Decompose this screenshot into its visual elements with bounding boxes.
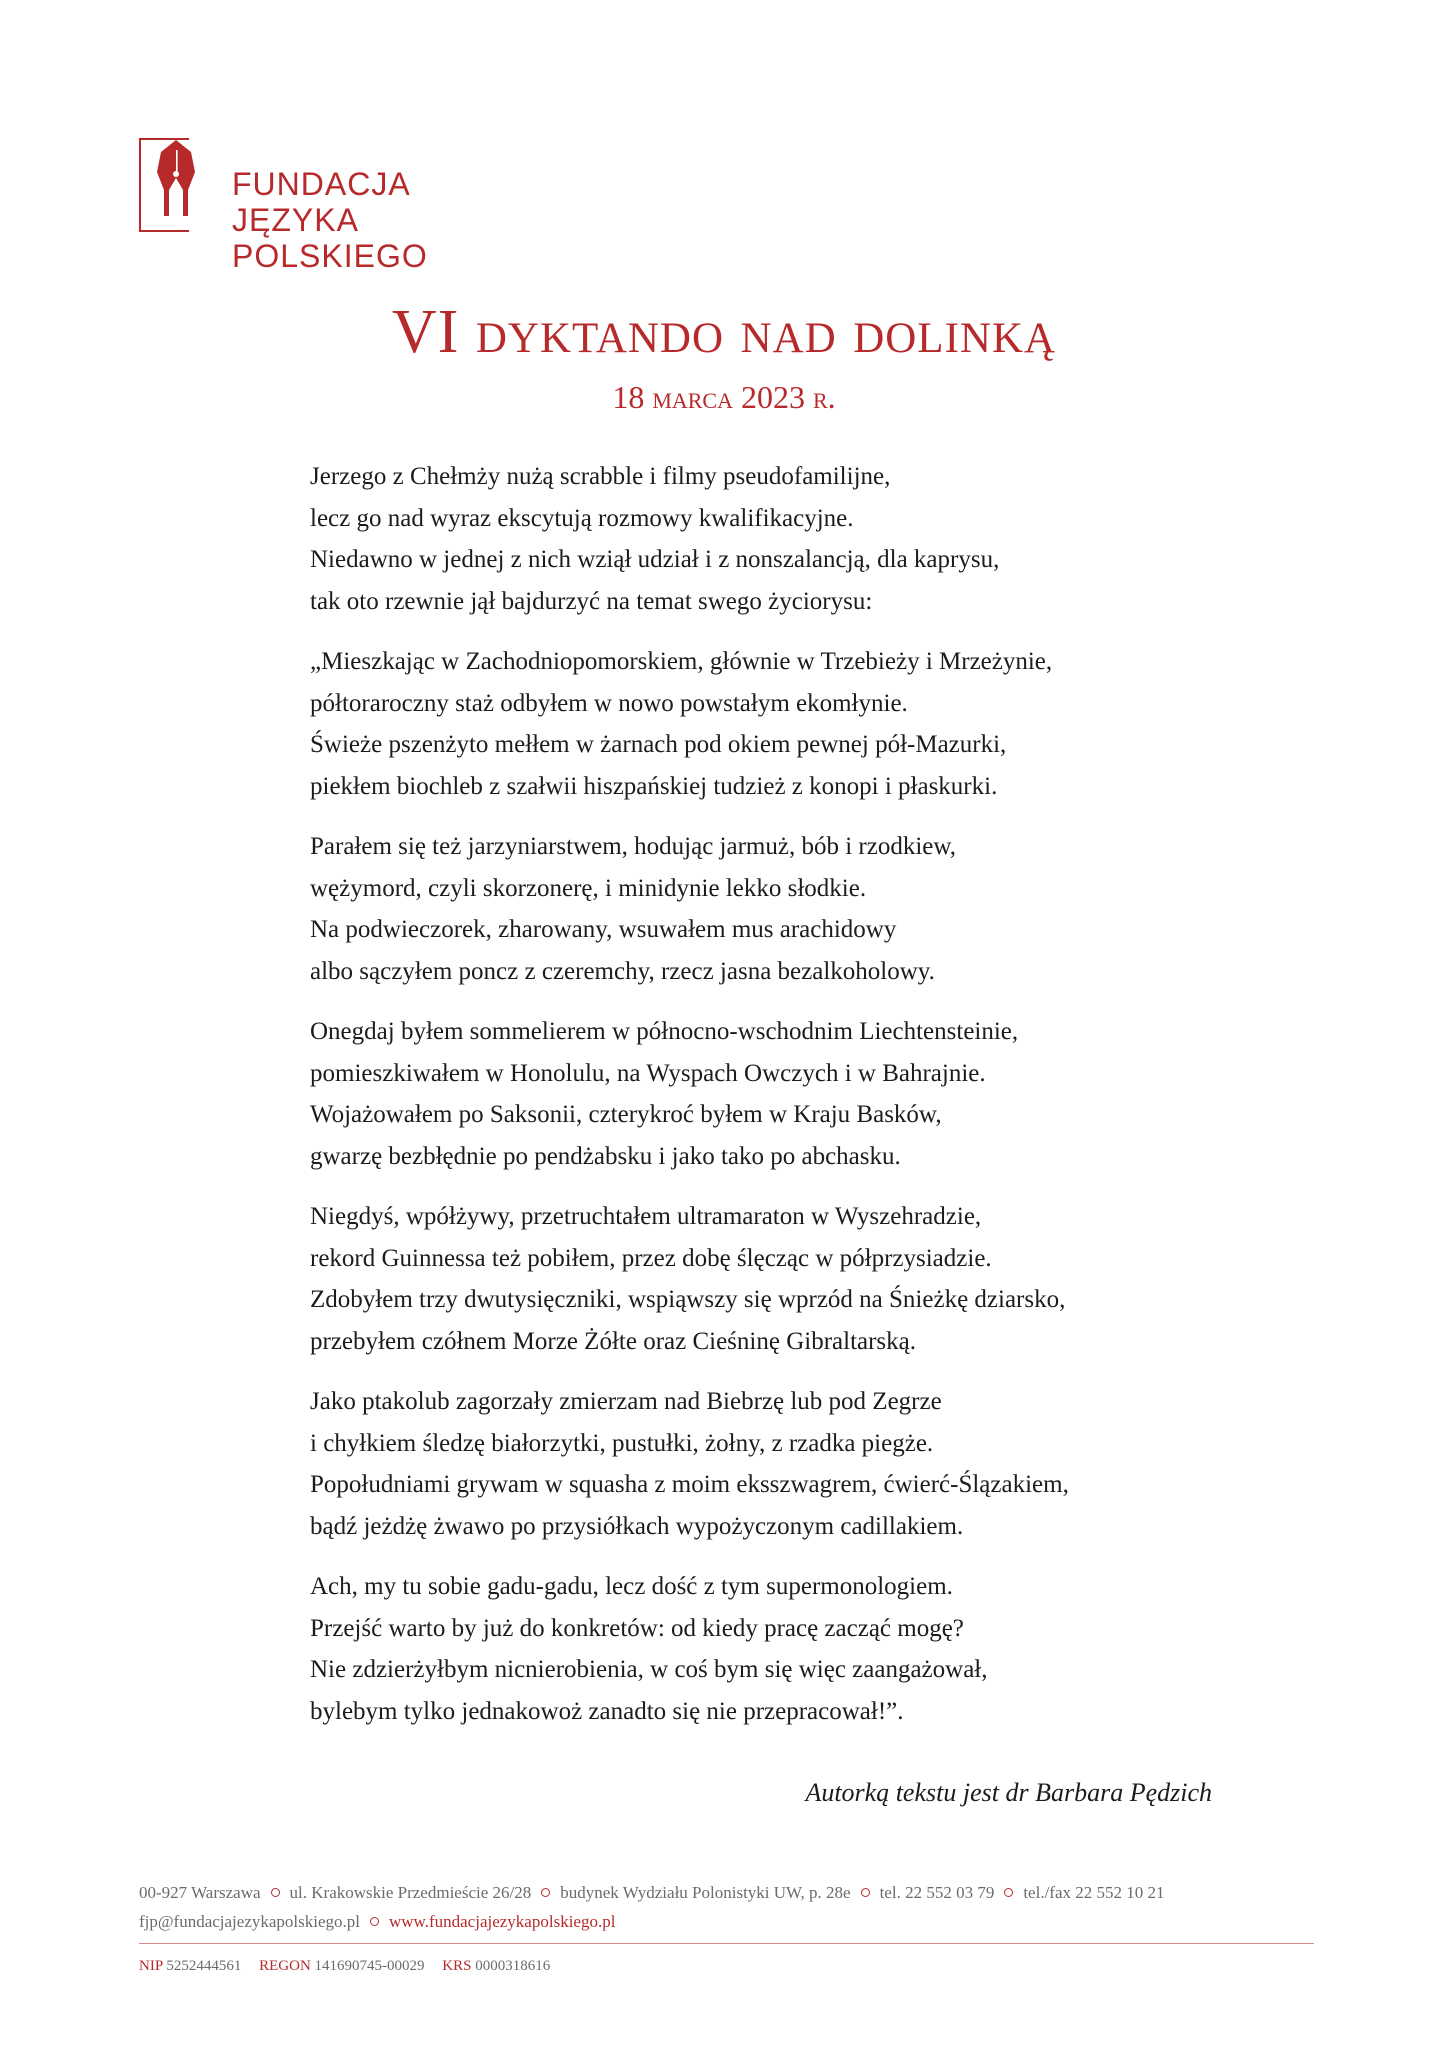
poem-line: Parałem się też jarzyniarstwem, hodując jarmuż, bób i rzodkiew,	[310, 833, 957, 860]
stanza-5	[310, 1196, 1330, 1362]
poem-line: rekord Guinnessa też pobiłem, przez dobę ślęcząc w półprzysiadzie.	[310, 1244, 992, 1272]
footer	[139, 1878, 1314, 1975]
poem-line: pomieszkiwałem w Honolulu, na Wyspach Owczych i w Bahrajnie.	[310, 1059, 986, 1087]
poem-line: Onegdaj byłem sommelierem w północno-wschodnim Liechtensteinie,	[310, 1018, 1019, 1045]
poem-line: półtoraroczny staż odbyłem w nowo powstałym ekomłynie.	[310, 689, 908, 717]
poem-line: Niegdyś, wpółżywy, przetruchtałem ultramaraton w Wyszehradzie,	[310, 1203, 982, 1230]
registry-label: REGON	[259, 1958, 311, 1974]
poem-line: Przejść warto by już do konkretów: od kiedy pracę zacząć mogę?	[310, 1614, 964, 1642]
footer-email-link[interactable]: fjp@fundacjajezykapolskiego.pl	[139, 1912, 360, 1931]
registry-label: NIP	[139, 1958, 163, 1974]
logo-line-1: FUNDACJA	[232, 166, 411, 202]
footer-city: 00-927 Warszawa	[139, 1883, 261, 1902]
footer-phone: tel. 22 552 03 79	[879, 1883, 995, 1902]
stanza-3	[310, 826, 1330, 992]
registry-value: 0000318616	[475, 1958, 551, 1974]
poem-line: tak oto rzewnie jął bajdurzyć na temat swego życiorysu:	[310, 587, 873, 615]
footer-divider	[139, 1943, 1314, 1944]
registry-label: KRS	[442, 1958, 472, 1974]
event-date: 18 marca 2023 r.	[612, 379, 836, 415]
registry-value: 141690745-00029	[314, 1958, 425, 1974]
logo-text	[232, 166, 559, 274]
pen-nib-icon	[139, 138, 209, 232]
footer-website-link[interactable]: www.fundacjajezykapolskiego.pl	[389, 1912, 616, 1931]
registry-value: 5252444561	[166, 1958, 242, 1974]
poem-line: Świeże pszenżyto mełłem w żarnach pod okiem pewnej pół-Mazurki,	[310, 731, 1007, 758]
poem-line: Nie zdzierżyłbym nicnierobienia, w coś bym się więc zaangażował,	[310, 1656, 988, 1683]
poem-line: i chyłkiem śledzę białorzytki, pustułki, żołny, z rzadka piegże.	[310, 1429, 934, 1457]
poem-line: Popołudniami grywam w squasha z moim eksszwagrem, ćwierć-Ślązakiem,	[310, 1471, 1069, 1498]
footer-registry	[139, 1958, 1314, 1975]
author-credit: Autorką tekstu jest dr Barbara Pędzich	[805, 1778, 1212, 1807]
stanza-1	[310, 456, 1330, 622]
page-title: VI dyktando nad dolinką	[391, 298, 1057, 366]
footer-address	[139, 1878, 1314, 1907]
circle-bullet-icon	[541, 1888, 550, 1897]
footer-building: budynek Wydziału Polonistyki UW, p. 28e	[560, 1883, 851, 1902]
footer-fax: tel./fax 22 552 10 21	[1023, 1883, 1165, 1902]
footer-street: ul. Krakowskie Przedmieście 26/28	[289, 1883, 532, 1902]
poem-line: bylebym tylko jednakowoż zanadto się nie przepracował!”.	[310, 1697, 904, 1725]
poem-line: Wojażowałem po Saksonii, czterykroć byłem w Kraju Basków,	[310, 1101, 942, 1128]
poem-line: Zdobyłem trzy dwutysięczniki, wspiąwszy się wprzód na Śnieżkę dziarsko,	[310, 1286, 1066, 1313]
poem-line: Jako ptakolub zagorzały zmierzam nad Biebrzę lub pod Zegrze	[310, 1388, 942, 1415]
poem-line: Niedawno w jednej z nich wziął udział i z nonszalancją, dla kaprysu,	[310, 546, 1000, 573]
footer-contact	[139, 1907, 1314, 1936]
logo-line-2: JĘZYKA POLSKIEGO	[232, 202, 428, 274]
dictation-text	[310, 456, 1330, 1751]
poem-line: albo sączyłem poncz z czeremchy, rzecz jasna bezalkoholowy.	[310, 957, 935, 985]
stanza-2	[310, 641, 1330, 807]
poem-line: Na podwieczorek, zharowany, wsuwałem mus arachidowy	[310, 916, 897, 943]
registry-nip	[139, 1958, 241, 1974]
stanza-7	[310, 1566, 1330, 1732]
poem-line: „Mieszkając w Zachodniopomorskiem, głównie w Trzebieży i Mrzeżynie,	[310, 648, 1053, 675]
circle-bullet-icon	[271, 1888, 280, 1897]
poem-line: Jerzego z Chełmży nużą scrabble i filmy pseudofamilijne,	[310, 463, 891, 490]
poem-line: gwarzę bezbłędnie po pendżabsku i jako tako po abchasku.	[310, 1142, 901, 1170]
stanza-6	[310, 1381, 1330, 1547]
registry-regon	[259, 1958, 424, 1974]
circle-bullet-icon	[370, 1917, 379, 1926]
poem-line: bądź jeżdżę żwawo po przysiółkach wypożyczonym cadillakiem.	[310, 1512, 964, 1540]
circle-bullet-icon	[1004, 1888, 1013, 1897]
poem-line: lecz go nad wyraz ekscytują rozmowy kwalifikacyjne.	[310, 504, 854, 532]
poem-line: Ach, my tu sobie gadu-gadu, lecz dość z tym supermonologiem.	[310, 1573, 953, 1600]
poem-line: przebyłem czółnem Morze Żółte oraz Cieśninę Gibraltarską.	[310, 1327, 917, 1355]
poem-line: piekłem biochleb z szałwii hiszpańskiej tudzież z konopi i płaskurki.	[310, 772, 998, 800]
stanza-4	[310, 1011, 1330, 1177]
registry-krs	[442, 1958, 550, 1974]
circle-bullet-icon	[861, 1888, 870, 1897]
foundation-logo	[139, 138, 559, 274]
poem-line: wężymord, czyli skorzonerę, i minidynie lekko słodkie.	[310, 874, 867, 902]
